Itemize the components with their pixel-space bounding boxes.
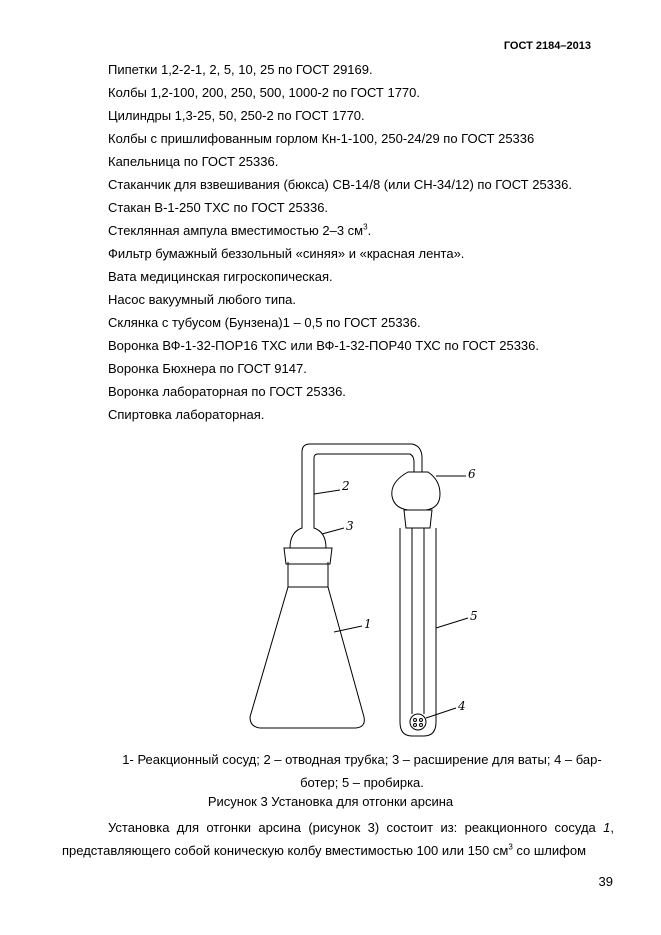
para-italic: 1 [603, 820, 611, 835]
para-part-3: со шлифом [512, 843, 587, 858]
ampoule-sup: 3 [363, 222, 368, 232]
document-code: ГОСТ 2184–2013 [503, 40, 591, 52]
list-item: Колбы 1,2-100, 200, 250, 500, 1000-2 по ГОСТ 1770. [108, 85, 420, 100]
label-1: 1 [364, 617, 372, 631]
caption-line-2: ботер; 5 – пробирка. [300, 775, 424, 790]
list-item: Насос вакуумный любого типа. [108, 292, 297, 307]
label-4: 4 [458, 699, 466, 713]
top-bulb [392, 472, 440, 510]
ampoule-end: . [367, 223, 372, 238]
list-item: Стакан В-1-250 ТХС по ГОСТ 25336. [108, 200, 329, 215]
list-item-ampoule [108, 219, 572, 242]
label-2: 2 [342, 479, 350, 493]
ampoule-text: Стеклянная ампула вместимостью 2–3 см [108, 223, 364, 238]
list-item: Воронка лабораторная по ГОСТ 25336. [108, 384, 346, 399]
tube-stopper [404, 510, 432, 528]
label-5: 5 [470, 609, 478, 623]
body-paragraph [62, 816, 614, 862]
apparatus-drawing [240, 432, 500, 742]
cotton-expansion [290, 522, 326, 548]
list-item: Воронка ВФ-1-32-ПОР16 ТХС или ВФ-1-32-ПОР40 ТХС по ГОСТ 25336. [108, 338, 540, 353]
para-part-2: , представляющего собой коническую колбу вместимостью 100 или 150 см [62, 820, 614, 858]
list-item: Колбы с пришлифованным горлом Кн-1-100, 250-24/29 по ГОСТ 25336 [108, 131, 535, 146]
list-item: Капельница по ГОСТ 25336. [108, 154, 279, 169]
list-item: Цилиндры 1,3-25, 50, 250-2 по ГОСТ 1770. [108, 108, 365, 123]
list-item: Фильтр бумажный беззольный «синяя» и «красная лента». [108, 246, 465, 261]
figure-caption [108, 748, 616, 794]
list-item: Спиртовка лабораторная. [108, 407, 265, 422]
list-item: Стаканчик для взвешивания (бюкса) СВ-14/8 (или СН-34/12) по ГОСТ 25336. [108, 177, 572, 192]
list-item: Вата медицинская гигроскопическая. [108, 269, 333, 284]
arsine-apparatus-figure [240, 432, 500, 742]
para-sup: 3 [508, 842, 513, 852]
page-number: 39 [598, 874, 613, 889]
para-part-1: Установка для отгонки арсина (рисунок 3) состоит из: реакционного сосуда [108, 820, 604, 835]
flask-stopper [284, 548, 332, 564]
label-3: 3 [346, 519, 354, 533]
list-item: Воронка Бюхнера по ГОСТ 9147. [108, 361, 307, 376]
test-tube [400, 528, 436, 736]
list-item: Пипетки 1,2-2-1, 2, 5, 10, 25 по ГОСТ 29169. [108, 62, 373, 77]
label-6: 6 [468, 467, 476, 481]
list-item: Склянка с тубусом (Бунзена)1 – 0,5 по ГОСТ 25336. [108, 315, 421, 330]
caption-line-1: 1- Реакционный сосуд; 2 – отводная трубка; 3 – расширение для ваты; 4 – бар- [122, 752, 602, 767]
bubbler [410, 714, 426, 730]
figure-title: Рисунок 3 Установка для отгонки арсина [207, 794, 454, 809]
equipment-list [108, 58, 572, 426]
